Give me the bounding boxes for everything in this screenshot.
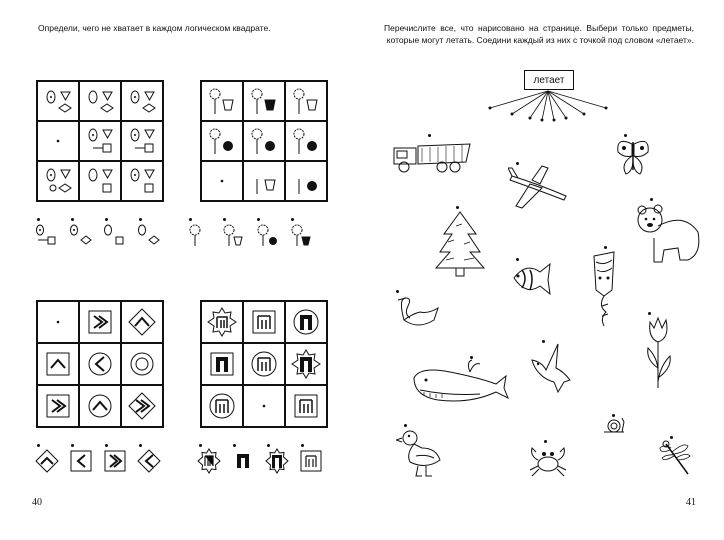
whale-picture[interactable] [410,356,510,413]
answer-options-2 [186,222,314,248]
cell [37,161,79,201]
answer-option[interactable] [34,448,60,474]
right-instruction: Перечислите все, что нарисовано на странице. Выбери только предметы, которые могут летать. Соедини каждый из них с точкой под словом «летает». [384,23,694,45]
cell [243,385,285,427]
cell [79,343,121,385]
answer-options-4 [196,448,324,474]
cell [121,161,163,201]
cell [201,121,243,161]
cell [285,121,327,161]
answer-options-3 [34,448,162,474]
answer-option[interactable] [68,448,94,474]
cell [37,121,79,161]
answer-option[interactable] [68,222,94,248]
cell [285,385,327,427]
dragonfly-picture[interactable] [658,436,694,485]
answer-option[interactable] [196,448,222,474]
logic-square-4 [200,300,328,428]
snail-picture[interactable] [602,414,626,439]
page-number: 41 [686,497,696,508]
answer-option[interactable] [298,448,324,474]
left-instruction: Определи, чего не хватает в каждом логическом квадрате. [38,23,271,33]
cell [201,81,243,121]
bear-picture[interactable] [634,198,704,273]
cell [201,301,243,343]
answer-option[interactable] [102,448,128,474]
logic-square-1 [36,80,164,202]
bird-picture[interactable] [528,340,574,401]
duck-picture[interactable] [396,424,442,485]
answer-option[interactable] [34,222,60,248]
connection-fan [482,86,622,126]
cell [37,301,79,343]
cell [79,161,121,201]
cell [285,301,327,343]
flies-label: летает [524,70,574,90]
answer-option[interactable] [136,222,162,248]
cell [79,385,121,427]
cell [243,301,285,343]
answer-option[interactable] [288,222,314,248]
swan-picture[interactable] [392,290,440,339]
cell [243,121,285,161]
cell [243,81,285,121]
logic-square-3 [36,300,164,428]
tulip-picture[interactable] [642,312,676,397]
cell [121,385,163,427]
cell [121,81,163,121]
cell [37,81,79,121]
cell [79,301,121,343]
cell [201,161,243,201]
cell [243,161,285,201]
page-number: 40 [32,497,42,508]
answer-option[interactable] [220,222,246,248]
cell [79,81,121,121]
logic-square-2 [200,80,328,202]
cell [121,121,163,161]
cell [37,343,79,385]
answer-option[interactable] [254,222,280,248]
truck-picture[interactable] [392,134,474,181]
answer-option[interactable] [230,448,256,474]
cell [121,343,163,385]
cell [201,343,243,385]
crab-picture[interactable] [526,440,570,485]
right-page [362,0,724,540]
fir-tree-picture[interactable] [434,206,486,283]
butterfly-picture[interactable] [612,134,654,185]
cell [37,385,79,427]
cell [121,301,163,343]
fish-picture[interactable] [508,258,552,303]
answer-option[interactable] [186,222,212,248]
answer-options-1 [34,222,162,248]
cell [79,121,121,161]
cell [285,81,327,121]
answer-option[interactable] [136,448,162,474]
kite-picture[interactable] [588,246,620,335]
cell [285,161,327,201]
cell [285,343,327,385]
airplane-picture[interactable] [508,162,570,221]
cell [201,385,243,427]
cell [243,343,285,385]
answer-option[interactable] [264,448,290,474]
answer-option[interactable] [102,222,128,248]
